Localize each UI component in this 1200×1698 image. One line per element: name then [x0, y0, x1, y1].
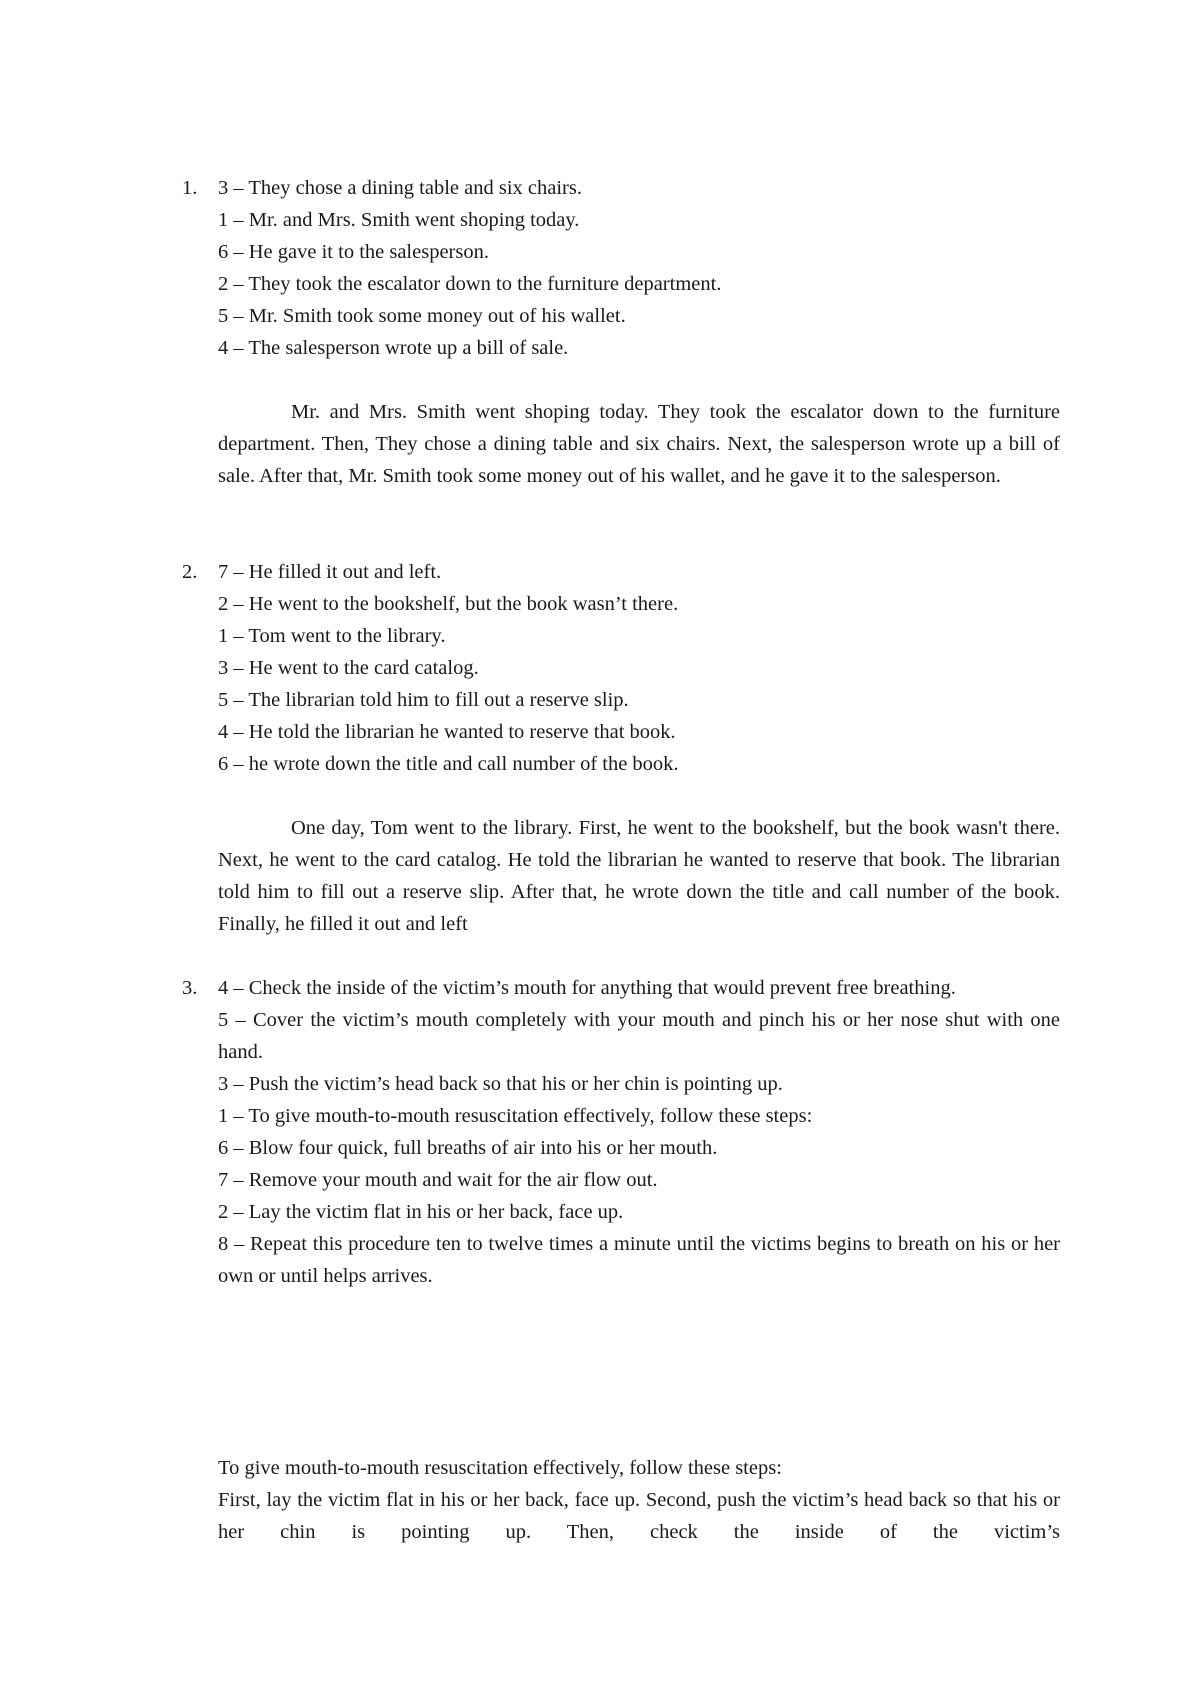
list-item: 5 – Mr. Smith took some money out of his wallet. — [218, 305, 626, 327]
question-2-paragraph-block — [218, 812, 1060, 940]
list-item: 5 – The librarian told him to fill out a reserve slip. — [218, 689, 629, 711]
list-item: 3 – Push the victim’s head back so that his or her chin is pointing up. — [218, 1073, 783, 1095]
question-number-3: 3. — [182, 977, 198, 999]
question-1-paragraph: Mr. and Mrs. Smith went shoping today. They took the escalator down to the furniture department. Then, They chose a dining table and six chairs. Next, the salesperson wrote up a bill of sale. After that, Mr. Smith took some money out of his wallet, and he gave it to the salesperson. — [218, 401, 1060, 487]
list-item: 1 – To give mouth-to-mouth resuscitation effectively, follow these steps: — [218, 1105, 813, 1127]
list-item: 8 – Repeat this procedure ten to twelve times a minute until the victims begins to breath on his or her own or until helps arrives. — [218, 1233, 1060, 1287]
question-number-1: 1. — [182, 177, 198, 199]
list-item: 7 – He filled it out and left. — [218, 561, 442, 583]
question-1-paragraph-block — [218, 396, 1060, 492]
list-item: 2 – He went to the bookshelf, but the book wasn’t there. — [218, 593, 679, 615]
question-3-paragraph: First, lay the victim flat in his or her back, face up. Second, push the victim’s head back so that his or her chin is pointing up. Then, check the inside of the victim’s — [218, 1489, 1060, 1543]
question-3-list — [218, 972, 1060, 1292]
list-item: 3 – He went to the card catalog. — [218, 657, 479, 679]
list-item: 1 – Mr. and Mrs. Smith went shoping today. — [218, 209, 580, 231]
question-number-2: 2. — [182, 561, 198, 583]
question-2-list — [218, 556, 1060, 780]
list-item: 3 – They chose a dining table and six chairs. — [218, 177, 582, 199]
question-3-intro: To give mouth-to-mouth resuscitation effectively, follow these steps: — [218, 1457, 782, 1479]
question-3-paragraph-block — [218, 1452, 1060, 1548]
list-item: 6 – He gave it to the salesperson. — [218, 241, 489, 263]
list-item: 6 – he wrote down the title and call number of the book. — [218, 753, 679, 775]
question-1-list — [218, 172, 1060, 364]
list-item: 7 – Remove your mouth and wait for the air flow out. — [218, 1169, 658, 1191]
list-item: 4 – Check the inside of the victim’s mouth for anything that would prevent free breathing. — [218, 977, 956, 999]
list-item: 2 – They took the escalator down to the furniture department. — [218, 273, 722, 295]
list-item: 2 – Lay the victim flat in his or her back, face up. — [218, 1201, 624, 1223]
list-item: 1 – Tom went to the library. — [218, 625, 446, 647]
list-item: 5 – Cover the victim’s mouth completely with your mouth and pinch his or her nose shut with one hand. — [218, 1009, 1060, 1063]
list-item: 4 – He told the librarian he wanted to reserve that book. — [218, 721, 676, 743]
question-2-paragraph: One day, Tom went to the library. First, he went to the bookshelf, but the book wasn't there. Next, he went to the card catalog. He told the librarian he wanted to reserve that book. The librarian told him to fill out a reserve slip. After that, he wrote down the title and call number of the book. Finally, he filled it out and left — [218, 817, 1060, 935]
list-item: 6 – Blow four quick, full breaths of air into his or her mouth. — [218, 1137, 718, 1159]
list-item: 4 – The salesperson wrote up a bill of sale. — [218, 337, 569, 359]
